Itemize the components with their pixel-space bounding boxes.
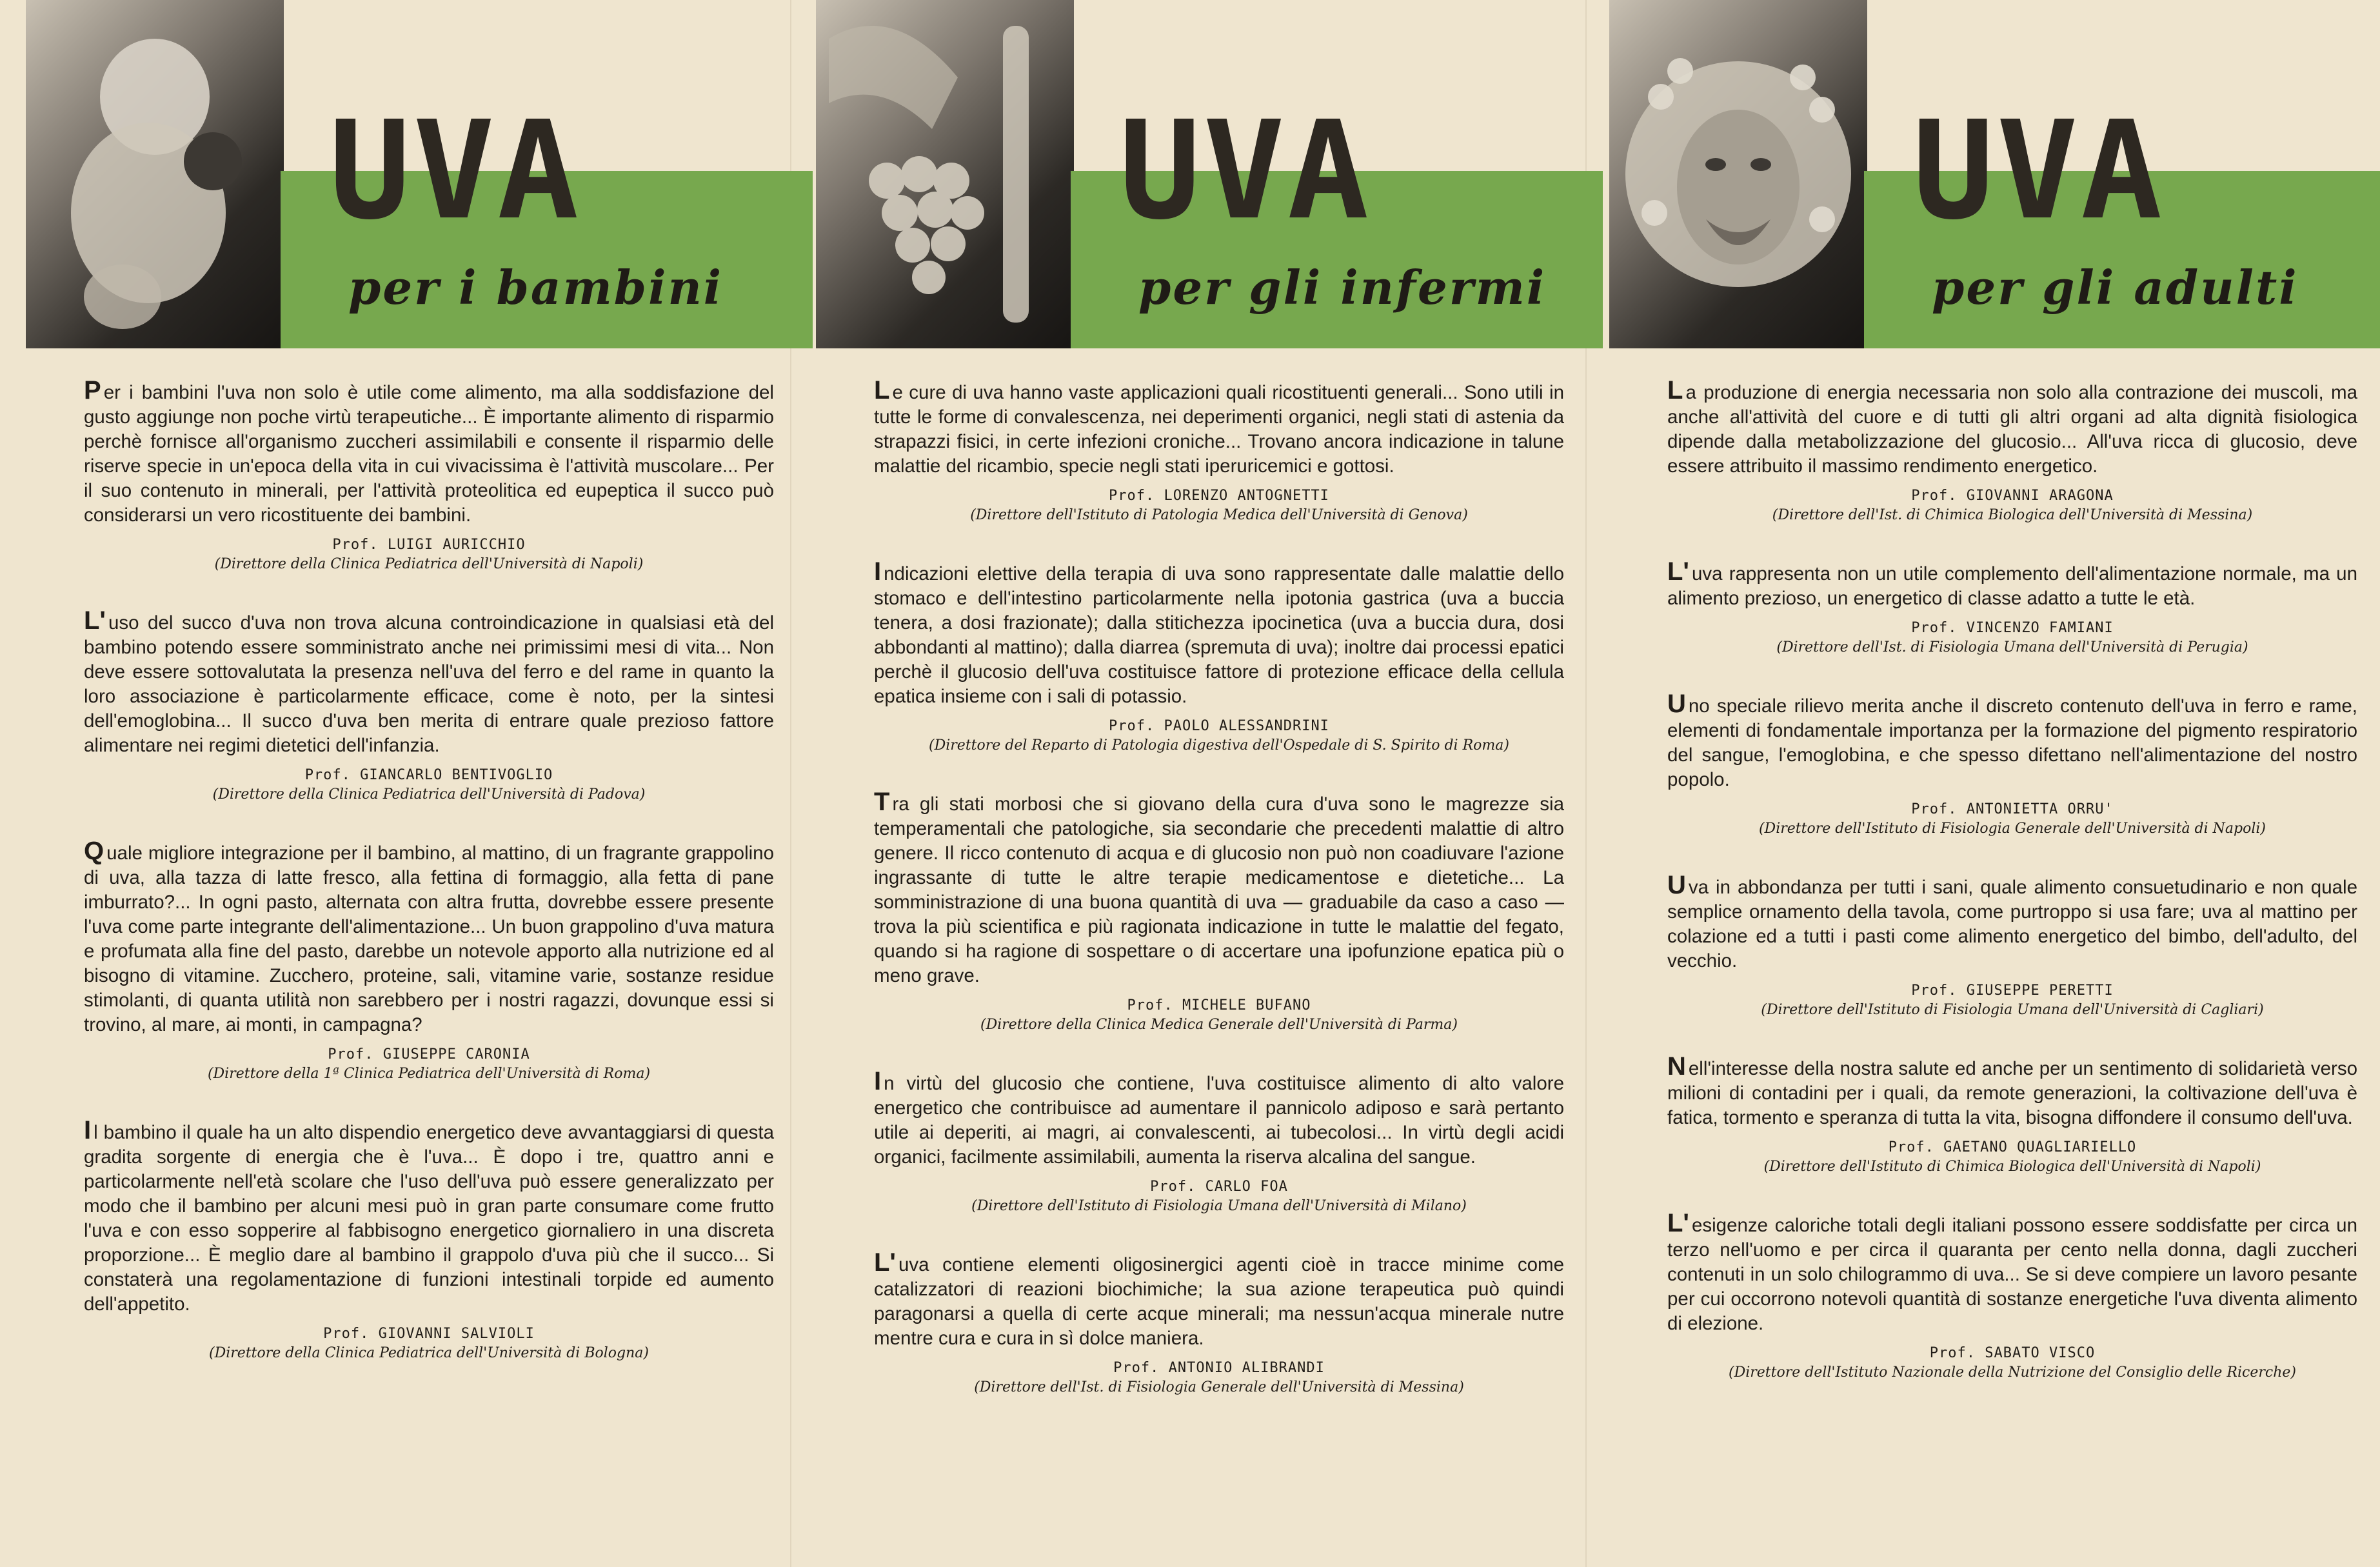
author-name: Prof. MICHELE BUFANO — [1127, 997, 1311, 1013]
article-text: ell'interesse della nostra salute ed anche per un sentimento di solidarietà verso milioni di contadini per i quali, da remote generazioni, la coltivazione dell'uva è fatica, tormento e speranza di tutta la vita, bisogna diffondere il consumo dell'uva. — [1667, 1058, 2357, 1128]
article — [84, 376, 774, 574]
author-name: Prof. GIOVANNI SALVIOLI — [323, 1326, 535, 1342]
drop-cap: L' — [84, 606, 106, 635]
article-text: uva rappresenta non un utile complemento dell'alimentazione normale, ma un alimento prezioso, un energetico di classe adatto a tutte le età. — [1667, 563, 2357, 609]
column-subtitle: per gli adulti — [1932, 260, 2299, 315]
article-text: uva contiene elementi oligosinergici agenti cioè in tracce minime come catalizzatori di reazioni biochimiche; la sua azione terapeutica può quindi paragonarsi a quella di certe acque minerali; ma nessun'acqua minerale nutre mentre cura e cura in sì dolce maniera. — [874, 1254, 1564, 1349]
article — [874, 557, 1564, 755]
article-text: er i bambini l'uva non solo è utile come alimento, ma alla soddisfazione del gusto aggiunge non poche virtù terapeutiche... È importante alimento di risparmio perchè fornisce all'organismo zuccheri assimilabili e consente il risparmio delle riserve specie in un'epoca della vita in cui vivacissima è l'attività muscolare... Per il suo contenuto in minerali, per l'attività proteolitica ed eupeptica il succo può considerarsi un vero ricostituente dei bambini. — [84, 382, 774, 526]
author-affiliation: (Direttore della Clinica Pediatrica dell'Università di Napoli) — [214, 556, 644, 572]
column-bambini — [26, 0, 780, 1567]
author-name: Prof. GIANCARLO BENTIVOGLIO — [304, 767, 553, 783]
author-affiliation: (Direttore dell'Istituto di Fisiologia Generale dell'Università di Napoli) — [1758, 821, 2266, 837]
cherub-statue-icon — [26, 0, 284, 348]
article-text: no speciale rilievo merita anche il discreto contenuto dell'uva in ferro e rame, elementi di fondamentale importanza per la formazione del pigmento respiratorio del sangue, l'emoglobina, e che spesso difettano nell'alimentazione del nostro popolo. — [1667, 695, 2357, 790]
author-affiliation: (Direttore dell'Istituto di Chimica Biologica dell'Università di Napoli) — [1763, 1159, 2261, 1175]
article-text: uso del succo d'uva non trova alcuna controindicazione in qualsiasi età del bambino potendo essere somministrato anche nei primissimi mesi di vita... Non deve essere sottovalutata la presenza nell'uva del ferro e del rame in quanto la loro associazione è particolarmente efficace, come è noto, per la sintesi dell'emoglobina... Il succo d'uva ben merita di entrare quale prezioso fattore alimentare nei regimi dietetici dell'infanzia. — [84, 612, 774, 756]
drop-cap: L' — [1667, 1209, 1689, 1237]
drop-cap: Q — [84, 837, 104, 865]
drop-cap: L — [1667, 376, 1683, 404]
drop-cap: P — [84, 376, 101, 404]
article-text: ra gli stati morbosi che si giovano della cura d'uva sono le magrezze sia temperamentali che patologiche, sia secondarie che precedenti malattie di altro genere. Il ricco contenuto di acqua e di glucosio non può non coadiuvare l'azione ingrassante di tutte le altre terapie medicamentose e dietetiche... La somministrazione di una buona quantità di uva — graduabile da caso a caso — trova la più scientifica e più ragionata indicazione in tutte le malattie del fegato, quando si ha ragione di sospettare o di accertare una ipofunzione epatica più o meno grave. — [874, 793, 1564, 986]
column-subtitle: per gli infermi — [1138, 260, 1547, 315]
drop-cap: L' — [874, 1248, 896, 1277]
grape-sculpture-icon — [816, 0, 1074, 348]
article — [1667, 376, 2357, 524]
article — [874, 376, 1564, 524]
drop-cap: I — [874, 1067, 882, 1095]
author-affiliation: (Direttore dell'Ist. di Fisiologia Umana dell'Università di Perugia) — [1776, 639, 2248, 655]
author-affiliation: (Direttore dell'Istituto di Patologia Medica dell'Università di Genova) — [970, 507, 1468, 523]
author-name: Prof. GAETANO QUAGLIARIELLO — [1888, 1139, 2137, 1155]
column-title: UVA — [1119, 92, 1372, 250]
article-text: uale migliore integrazione per il bambino, al mattino, di un fragrante grappolino di uva, alla tazza di latte fresco, alla fettina di formaggio, alla fetta di pane imburrato?... In ogni pasto, alternata con altra frutta, dovrebbe essere presente l'uva come parte integrante dell'alimentazione... Un buon grappolino d'uva matura e profumata alla fine del pasto, darebbe un notevole apporto alla nutrizione ed al bisogno di vitamine. Zucchero, proteine, sali, vitamine varie, sostanze residue stimolanti, di quanta utilità non sarebbero per i nostri ragazzi, dovunque essi si trovino, al mare, ai monti, in campagna? — [84, 843, 774, 1035]
author-affiliation: (Direttore dell'Istituto Nazionale della Nutrizione del Consiglio delle Ricerche) — [1729, 1364, 2296, 1381]
article-text: e cure di uva hanno vaste applicazioni quali ricostituenti generali... Sono utili in tutte le forme di convalescenza, nei deperimenti organici, negli stati di astenia da strapazzi fisici, in certe infezioni croniche... Trovano ancora indicazione in talune malattie del ricambio, specie negli stati iperuricemici e gottosi. — [874, 382, 1564, 477]
column-subtitle: per i bambini — [348, 260, 724, 315]
author-name: Prof. SABATO VISCO — [1929, 1345, 2096, 1361]
drop-cap: I — [84, 1116, 92, 1144]
author-affiliation: (Direttore del Reparto di Patologia digestiva dell'Ospedale di S. Spirito di Roma) — [929, 737, 1509, 754]
column-header — [816, 0, 1603, 348]
drop-cap: L — [874, 376, 890, 404]
author-affiliation: (Direttore dell'Ist. di Chimica Biologica dell'Università di Messina) — [1772, 507, 2253, 523]
author-name: Prof. LUIGI AURICCHIO — [332, 537, 526, 553]
author-name: Prof. GIUSEPPE CARONIA — [328, 1046, 530, 1063]
drop-cap: U — [1667, 871, 1686, 899]
drop-cap: N — [1667, 1052, 1686, 1081]
author-name: Prof. GIOVANNI ARAGONA — [1911, 488, 2114, 504]
article-text: ndicazioni elettive della terapia di uva sono rappresentate dalle malattie dello stomaco e dell'intestino particolarmente nella ipotonia gastrica (uva a buccia tenera, a dosi frazionate); dalla stitichezza ipocinetica (uva a buccia dura, dosi abbondanti al mattino); dalla diarrea (spremuta di uva); inoltre dai processi epatici perchè il glucosio dell'uva costituisce fattore di protezione efficace della cellula epatica insieme con i sali di potassio. — [874, 563, 1564, 707]
article — [874, 1248, 1564, 1397]
article-text: esigenze caloriche totali degli italiani possono essere soddisfatte per circa un terzo nell'uomo e per circa il quaranta per cento nella donna, dagli zuccheri contenuti in un solo chilogrammo di uva... Se si deve compiere un lavoro pesante per cui occorrono notevoli quantità di sostanze energetiche l'uva diventa alimento di elezione. — [1667, 1215, 2357, 1334]
bacchus-mask-icon — [1609, 0, 1867, 348]
article — [1667, 557, 2357, 657]
article — [1667, 871, 2357, 1019]
author-affiliation: (Direttore della Clinica Pediatrica dell'Università di Bologna) — [209, 1345, 649, 1361]
author-name: Prof. ANTONIETTA ORRU' — [1911, 801, 2114, 817]
article-text: l bambino il quale ha un alto dispendio energetico deve avvantaggiarsi di questa gradita sorgente di energia che è l'uva... È dopo i tre, quattro anni e particolarmente nell'età scolare che l'uso dell'uva può essere generalizzato per modo che il bambino per alcuni mesi può in gran parte consumare come frutto l'uva e con esso sopperire al fabbisogno energetico giornaliero in una discreta proporzione... È meglio dare al bambino il grappolo d'uva più che il succo... Si constaterà una regolamentazione di funzioni intestinali torpide ed aumento dell'appetito. — [84, 1122, 774, 1315]
author-affiliation: (Direttore dell'Ist. di Fisiologia Generale dell'Università di Messina) — [974, 1379, 1464, 1395]
column-infermi — [816, 0, 1571, 1567]
drop-cap: L' — [1667, 557, 1689, 586]
article — [874, 788, 1564, 1034]
author-name: Prof. PAOLO ALESSANDRINI — [1109, 718, 1329, 734]
article-text: n virtù del glucosio che contiene, l'uva costituisce alimento di alto valore energetico che contribuisce ad aumentare il pannicolo adiposo e sarà pertanto utile ai deperiti, ai magri, ai convalescenti, ai tubecolosi... In virtù degli acidi organici, facilmente assimilabili, aumenta la riserva alcalina del sangue. — [874, 1073, 1564, 1168]
drop-cap: T — [874, 788, 890, 816]
author-affiliation: (Direttore dell'Istituto di Fisiologia Umana dell'Università di Cagliari) — [1761, 1002, 2264, 1018]
author-affiliation: (Direttore della Clinica Pediatrica dell'Università di Padova) — [212, 786, 646, 803]
column-body — [874, 376, 1564, 1434]
column-adulti — [1609, 0, 2364, 1567]
article — [1667, 1052, 2357, 1176]
drop-cap: U — [1667, 690, 1686, 718]
column-header — [1609, 0, 2380, 348]
article — [84, 606, 774, 804]
column-title: UVA — [1912, 92, 2165, 250]
column-title: UVA — [329, 92, 582, 250]
column-body — [84, 376, 774, 1400]
article-text: va in abbondanza per tutti i sani, quale alimento consuetudinario e non quale semplice ornamento della tavola, come purtroppo si usa fare; uva al mattino per colazione ed a tutti i pasti come alimento energetico del bimbo, dell'adulto, del vecchio. — [1667, 877, 2357, 972]
author-name: Prof. LORENZO ANTOGNETTI — [1109, 488, 1329, 504]
column-header — [26, 0, 813, 348]
author-name: Prof. VINCENZO FAMIANI — [1911, 620, 2114, 636]
author-name: Prof. GIUSEPPE PERETTI — [1911, 983, 2114, 999]
author-name: Prof. CARLO FOA — [1150, 1179, 1288, 1195]
column-body — [1667, 376, 2357, 1419]
drop-cap: I — [874, 557, 882, 586]
article — [84, 1116, 774, 1362]
author-affiliation: (Direttore dell'Istituto di Fisiologia Umana dell'Università di Milano) — [971, 1198, 1467, 1214]
article — [874, 1067, 1564, 1215]
article-text: a produzione di energia necessaria non solo alla contrazione dei muscoli, ma anche all'attività del cuore e di tutti gli altri organi ad alta dignità fisiologica dipende dalla metabolizzazione del glucosio... All'uva ricca di glucosio, deve essere attribuito il massimo rendimento energetico. — [1667, 382, 2357, 477]
author-affiliation: (Direttore della Clinica Medica Generale dell'Università di Parma) — [980, 1017, 1458, 1033]
author-affiliation: (Direttore della 1ª Clinica Pediatrica dell'Università di Roma) — [207, 1066, 651, 1082]
article — [1667, 1209, 2357, 1382]
article — [84, 837, 774, 1083]
article — [1667, 690, 2357, 838]
author-name: Prof. ANTONIO ALIBRANDI — [1113, 1360, 1325, 1376]
